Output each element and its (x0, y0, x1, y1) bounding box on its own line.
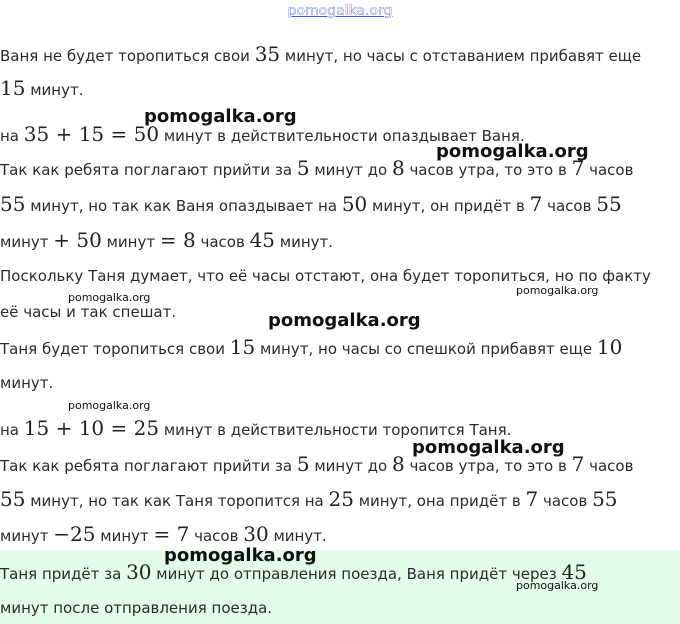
math-expression: 30 (243, 522, 269, 546)
text-segment: минут (101, 233, 160, 251)
text-segment: минут. (275, 233, 334, 251)
text-segment: минут (0, 527, 54, 545)
text-segment: минут, но так как Таня торопится на (25, 492, 329, 510)
math-expression: 55 (592, 487, 618, 511)
watermark: pomogalka.org (516, 579, 599, 592)
math-expression: 50 (341, 192, 368, 216)
text-segment: часов (538, 492, 593, 510)
site-link[interactable]: pomogalka.org (287, 3, 393, 19)
math-expression: 35 + 15 = 50 (23, 122, 160, 146)
text-segment: Так как ребята поглагают прийти за (0, 161, 297, 179)
text-segment: минут, но часы со спешкой прибавят еще (255, 340, 597, 358)
text-segment: Ваня не будет торопиться свои (0, 47, 255, 65)
math-expression: 10 (596, 335, 623, 359)
math-expression: 15 + 10 = 25 (23, 416, 160, 440)
text-segment: минут до отправления поезда, Ваня придёт через (151, 565, 562, 583)
text-segment: часов (189, 527, 244, 545)
text-segment: Таня будет торопиться свои (0, 340, 230, 358)
text-line (0, 489, 618, 511)
math-expression: 15 (0, 76, 26, 100)
text-line (0, 598, 272, 618)
math-expression: 8 (391, 156, 405, 180)
math-expression: 45 (561, 560, 587, 584)
watermark: pomogalka.org (268, 310, 421, 331)
watermark: pomogalka.org (412, 437, 565, 458)
text-segment: минут в действительности опаздывает Ваня. (159, 127, 525, 145)
text-segment: часов утра, то это в (404, 161, 572, 179)
text-segment: Поскольку Таня думает, что её часы отстают, она будет торопиться, но по факту (0, 267, 651, 285)
math-expression: 45 (249, 228, 276, 252)
math-expression: −25 (53, 522, 96, 546)
text-line (0, 44, 641, 66)
text-segment: минут до (309, 457, 392, 475)
text-line (0, 230, 333, 252)
math-expression: 8 (391, 452, 405, 476)
text-segment: на (0, 127, 24, 145)
math-expression: + 50 (53, 228, 102, 252)
text-segment: Так как ребята поглагают прийти за (0, 457, 297, 475)
math-expression: 15 (229, 335, 256, 359)
math-expression: 55 (0, 192, 26, 216)
text-segment: часов (195, 233, 250, 251)
text-segment: минут (95, 527, 154, 545)
text-segment: минут, он придёт в (367, 197, 530, 215)
text-line (0, 194, 622, 216)
math-expression: 55 (596, 192, 622, 216)
text-segment: её часы и так спешат. (0, 303, 177, 321)
text-line (0, 373, 53, 393)
text-segment: часов утра, то это в (404, 457, 572, 475)
text-line (0, 78, 83, 100)
watermark: pomogalka.org (516, 284, 599, 297)
math-expression: 7 (525, 487, 539, 511)
math-expression: 7 (571, 156, 585, 180)
text-line (0, 266, 651, 286)
text-segment: часов (542, 197, 597, 215)
text-segment: минут, но так как Ваня опаздывает на (25, 197, 342, 215)
watermark: pomogalka.org (164, 545, 317, 566)
math-expression: 7 (571, 452, 585, 476)
math-expression: 30 (126, 560, 152, 584)
math-expression: 35 (254, 42, 281, 66)
watermark: pomogalka.org (68, 399, 151, 412)
text-segment: минут. (268, 527, 327, 545)
text-segment: часов (584, 457, 634, 475)
math-expression: 55 (0, 487, 26, 511)
watermark: pomogalka.org (144, 106, 297, 127)
text-segment: минут после отправления поезда. (0, 599, 273, 617)
text-segment: минут до (309, 161, 392, 179)
text-segment: минут. (25, 81, 84, 99)
text-line (0, 524, 327, 546)
text-line (0, 302, 176, 322)
math-expression: 5 (296, 452, 310, 476)
text-segment: часов (584, 161, 634, 179)
math-expression: 25 (328, 487, 354, 511)
watermark: pomogalka.org (68, 291, 151, 304)
math-expression: 7 (529, 192, 543, 216)
text-segment: Таня придёт за (0, 565, 127, 583)
text-segment: минут, но часы с отставанием прибавят еще (280, 47, 642, 65)
text-segment: на (0, 421, 24, 439)
math-expression: 5 (296, 156, 310, 180)
math-expression: = 8 (159, 228, 196, 252)
text-segment: минут. (0, 374, 54, 392)
watermark: pomogalka.org (436, 141, 589, 162)
text-segment: минут, она придёт в (353, 492, 526, 510)
text-segment: минут (0, 233, 54, 251)
site-header (0, 0, 680, 19)
text-line (0, 337, 622, 359)
math-expression: = 7 (153, 522, 190, 546)
text-segment: минут в действительности торопится Таня. (159, 421, 512, 439)
